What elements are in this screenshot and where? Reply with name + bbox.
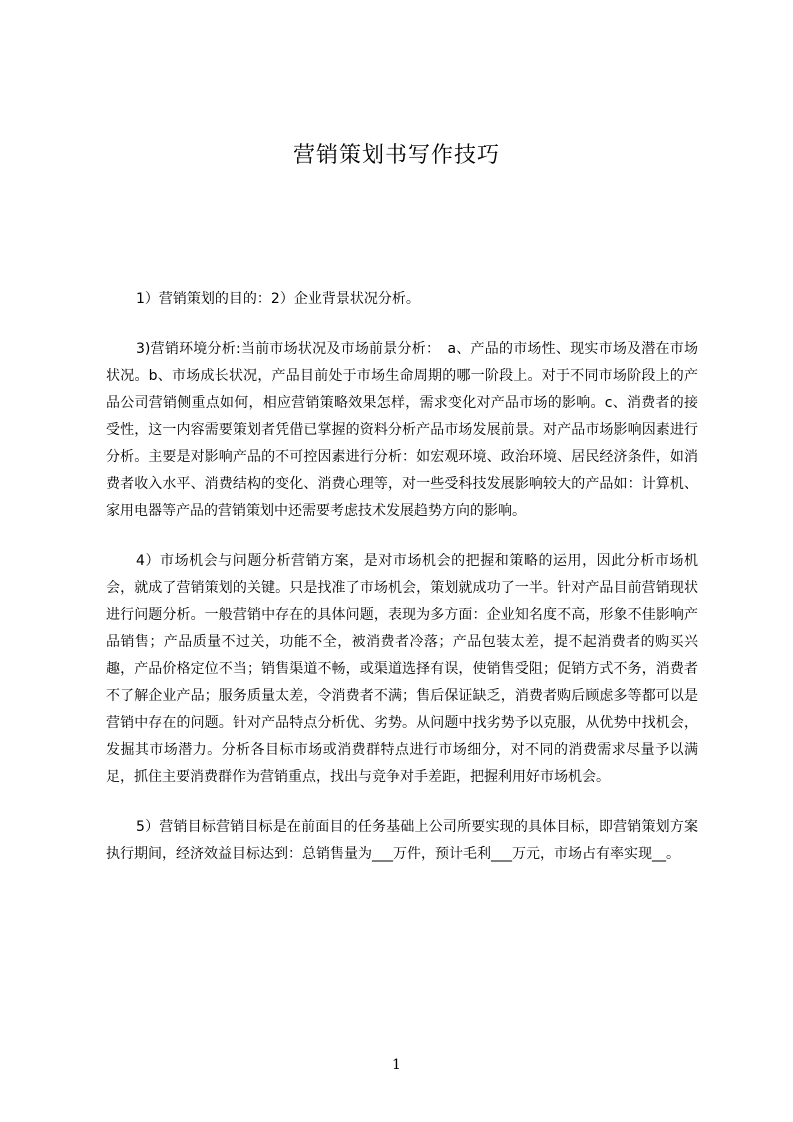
paragraph-purpose: 1）营销策划的目的：2）企业背景状况分析。 (136, 291, 420, 307)
paragraph-opportunity-analysis: 4）市场机会与问题分析营销方案，是对市场机会的把握和策略的运用，因此分析市场机会，就成了营销策划的关键。只是找准了市场机会，策划就成功了一半。针对产品目前营销现状进行问题分析。一般营销中存在的具体问题，表现为多方面：企业知名度不高，形象不佳影响产品销售；产品质量不过关，功能不全，被消费者冷落；产品包装太差，提不起消费者的购买兴趣，产品价格定位不当；销售渠道不畅，或渠道选择有误，使销售受阻；促销方式不务，消费者不了解企业产品；服务质量太差，令消费者不满；售后保证缺乏，消费者购后顾虑多等都可以是营销中存在的问题。针对产品特点分析优、劣势。从问题中找劣势予以克服，从优势中找机会，发掘其市场潜力。分析各目标市场或消费群特点进行市场细分，对不同的消费需求尽量予以满足，抓住主要消费群作为营销重点，找出与竞争对手差距，把握利用好市场机会。 (106, 553, 698, 785)
page-title: 营销策划书写作技巧 (292, 143, 500, 168)
paragraph-marketing-goals: 5）营销目标营销目标是在前面目的任务基础上公司所要实现的具体目标，即营销策划方案执行期间，经济效益目标达到：总销售量为___万件，预计毛利___万元，市场占有率实现__。 (106, 819, 698, 862)
paragraph-environment-analysis: 3)营销环境分析:当前市场状况及市场前景分析： a、产品的市场性、现实市场及潜在市场状况。b、市场成长状况，产品目前处于市场生命周期的哪一阶段上。对于不同市场阶段上的产品公司营销侧重点如何，相应营销策略效果怎样，需求变化对产品市场的影响。c、消费者的接受性，这一内容需要策划者凭借已掌握的资料分析产品市场发展前景。对产品市场影响因素进行分析。主要是对影响产品的不可控因素进行分析：如宏观环境、政治环境、居民经济条件，如消费者收入水平、消费结构的变化、消费心理等，对一些受科技发展影响较大的产品如：计算机、家用电器等产品的营销策划中还需要考虑技术发展趋势方向的影响。 (106, 341, 698, 519)
page-number: 1 (392, 1057, 401, 1073)
document-body (106, 286, 698, 891)
